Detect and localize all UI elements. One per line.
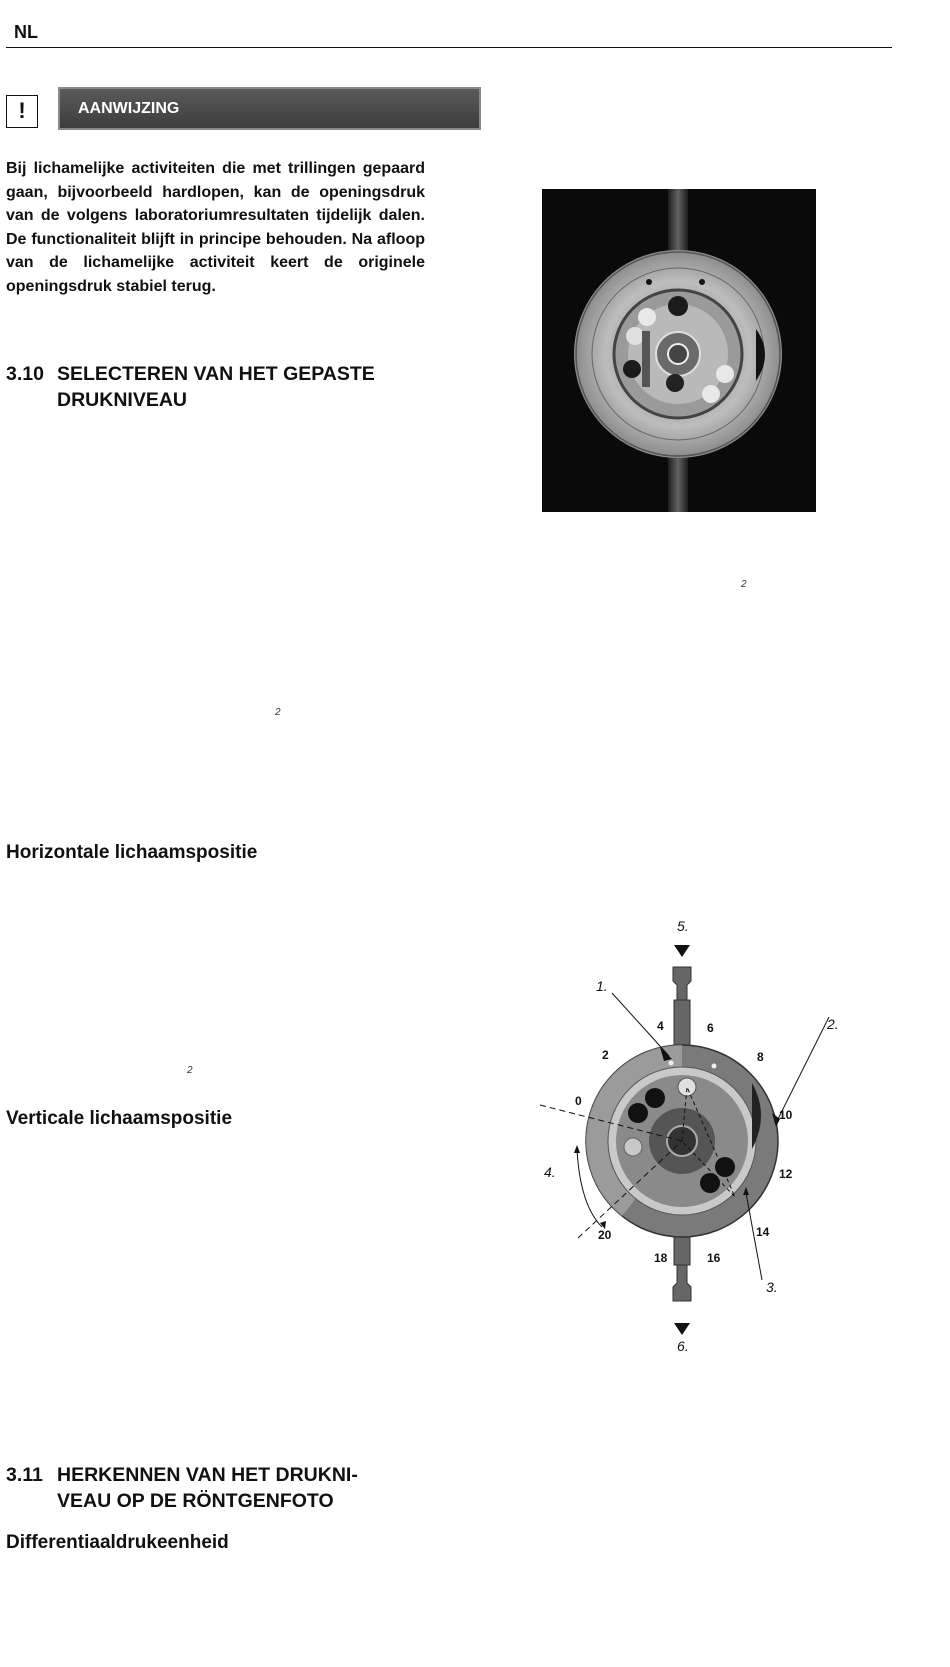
superscript-2: 2: [275, 707, 281, 718]
scale-label: 2: [602, 1048, 609, 1062]
callout-1: 1.: [596, 978, 608, 994]
differential-unit-heading: Differentiaaldrukeenheid: [6, 1532, 229, 1553]
scale-label: 14: [756, 1225, 770, 1239]
scale-label: 4: [657, 1019, 664, 1033]
scale-label: 6: [707, 1021, 714, 1035]
section-number: 3.11: [6, 1464, 43, 1486]
callout-6: 6.: [677, 1338, 689, 1354]
scale-label: 0: [575, 1094, 582, 1108]
scale-label: 12: [779, 1167, 793, 1181]
callout-2: 2.: [827, 1016, 839, 1032]
section-title-line2: DRUKNIVEAU: [57, 389, 188, 411]
section-number: 3.10: [6, 363, 44, 385]
header-rule: [6, 47, 892, 48]
note-title: AANWIJZING: [58, 87, 481, 130]
scale-label: 10: [779, 1108, 793, 1122]
section-title-line1: HERKENNEN VAN HET DRUKNI-: [57, 1464, 358, 1486]
scale-label: 8: [757, 1050, 764, 1064]
arrow-down-icon: [674, 1323, 690, 1335]
superscript-2: 2: [741, 579, 747, 590]
section-title-line1: SELECTEREN VAN HET GEPASTE: [57, 363, 375, 385]
valve-diagram: [530, 905, 850, 1354]
vertical-position-heading: Verticale lichaamspositie: [6, 1108, 233, 1129]
scale-label: 20: [598, 1228, 612, 1242]
xray-image: [542, 189, 816, 512]
callout-4: 4.: [544, 1164, 556, 1180]
callout-3: 3.: [766, 1279, 778, 1295]
superscript-2: 2: [187, 1065, 193, 1076]
exclamation-icon: !: [6, 95, 38, 128]
language-code: NL: [14, 22, 38, 42]
note-body: Bij lichamelijke activiteiten die met trillingen gepaard gaan, bijvoorbeeld hardlopen, kan de openingsdruk van de volgens laboratoriumresultaten tijdelijk dalen. De functionaliteit blijft in principe behouden. Na afloop van de lichamelijke activiteit keert de originele openingsdruk stabiel terug.: [6, 160, 425, 295]
scale-label: 16: [707, 1251, 721, 1265]
section-title-line2: VEAU OP DE RÖNTGENFOTO: [57, 1490, 334, 1512]
horizontal-position-heading: Horizontale lichaamspositie: [6, 842, 258, 863]
arrow-down-icon: [674, 945, 690, 957]
scale-label: 18: [654, 1251, 668, 1265]
section-3-10-heading: [6, 361, 375, 413]
section-3-11-heading: [6, 1462, 358, 1514]
callout-5: 5.: [677, 918, 689, 934]
